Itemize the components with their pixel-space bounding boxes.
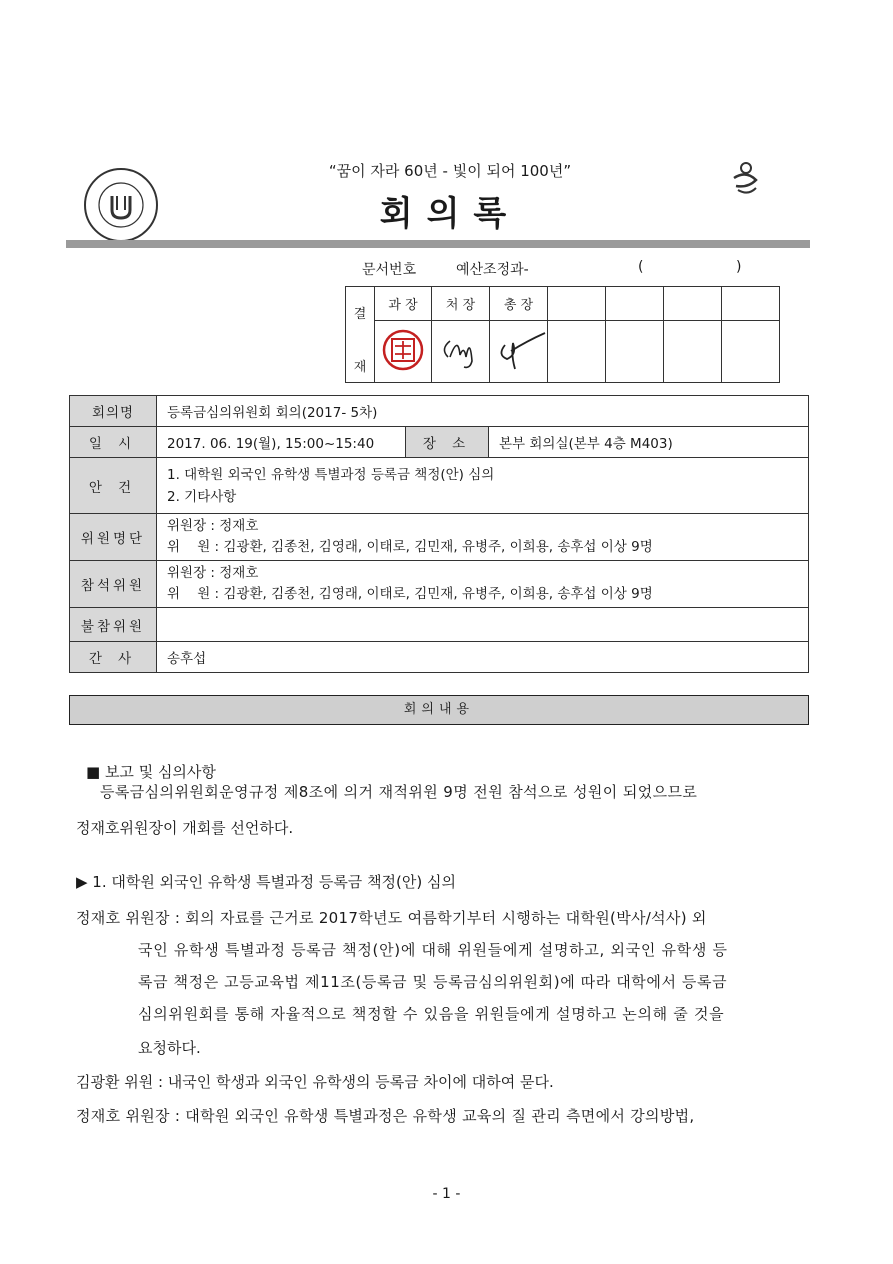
approval-side-bottom: 재: [353, 360, 367, 375]
approval-stamp-0: [375, 321, 432, 383]
doc-number-label: 문서번호: [362, 262, 417, 278]
agenda-item-title: ▶ 1. 대학원 외국인 유학생 특별과정 등록금 책정(안) 심의: [76, 873, 456, 891]
datetime-value: 2017. 06. 19(월), 15:00~15:40: [157, 427, 406, 458]
approval-role-0: 과 장: [375, 287, 432, 321]
agenda-label: 안 건: [70, 458, 157, 514]
signature-icon: [491, 325, 547, 375]
agenda-item: 2. 기타사항: [167, 488, 237, 505]
slogan: “꿈이 자라 60년 - 빛이 되어 100년”: [328, 162, 572, 180]
absent-value: [157, 608, 809, 642]
doc-number-paren-close: ): [736, 259, 742, 275]
body-line: 정재호 위원장 : 대학원 외국인 유학생 특별과정은 유학생 교육의 질 관리 측면에서 강의방법,: [76, 1107, 695, 1125]
meeting-name-value: 등록금심의위원회 회의(2017- 5차): [157, 396, 809, 427]
page-title: 회의록: [379, 194, 521, 234]
approval-role-5: [664, 287, 722, 321]
attendees-list: 위 원 : 김광환, 김종천, 김영래, 이태로, 김민재, 유병주, 이희용, 송후섭 이상 9명: [167, 586, 653, 602]
body-line: 정재호위원장이 개회를 선언하다.: [76, 819, 294, 837]
body-line: 요청하다.: [138, 1039, 201, 1057]
members-list: 위 원 : 김광환, 김종천, 김영래, 이태로, 김민재, 유병주, 이희용, 송후섭 이상 9명: [167, 539, 653, 555]
approval-signature-1: [432, 321, 490, 383]
body-line: 등록금심의위원회운영규정 제8조에 의거 재적위원 9명 전원 참석으로 성원이 되었으므로: [100, 783, 698, 801]
meeting-name-label: 회의명: [70, 396, 157, 427]
approval-role-4: [606, 287, 664, 321]
place-value: 본부 회의실(본부 4층 M403): [489, 427, 809, 458]
doc-number-value: 예산조정과-: [456, 262, 529, 278]
approval-blank-4: [606, 321, 664, 383]
body-line: 록금 책정은 고등교육법 제11조(등록금 및 등록금심의위원회)에 따라 대학에서 등록금: [138, 973, 728, 991]
attendees-chair: 위원장 : 정재호: [167, 565, 259, 581]
agenda-item: 1. 대학원 외국인 유학생 특별과정 등록금 책정(안) 심의: [167, 466, 495, 483]
agenda-value: [157, 458, 809, 514]
approval-side-label: [346, 287, 375, 383]
section-title: ■ 보고 및 심의사항: [86, 763, 216, 781]
members-chair: 위원장 : 정재호: [167, 518, 259, 534]
meeting-info-table: [69, 395, 809, 673]
body-line: 김광환 위원 : 내국인 학생과 외국인 유학생의 등록금 차이에 대하여 묻다.: [76, 1073, 554, 1091]
approval-signature-2: [490, 321, 548, 383]
campaign-logo: [690, 160, 800, 232]
approval-blank-5: [664, 321, 722, 383]
page-number: - 1 -: [432, 1186, 461, 1202]
attendees-label: 참석위원: [70, 561, 157, 608]
university-seal: [84, 168, 158, 242]
doc-number-paren-open: (: [638, 259, 644, 275]
members-label: 위원명단: [70, 514, 157, 561]
approval-role-3: [548, 287, 606, 321]
header-divider: [66, 240, 810, 248]
datetime-label: 일 시: [70, 427, 157, 458]
attendees-value: [157, 561, 809, 608]
signature-icon: [436, 327, 486, 373]
red-stamp-icon: [381, 328, 425, 372]
absent-label: 불참위원: [70, 608, 157, 642]
body-line: 정재호 위원장 : 회의 자료를 근거로 2017학년도 여름학기부터 시행하는 대학원(박사/석사) 외: [76, 909, 707, 927]
approval-role-2: 총 장: [490, 287, 548, 321]
body-line: 심의위원회를 통해 자율적으로 책정할 수 있음을 위원들에게 설명하고 논의해 줄 것을: [138, 1005, 725, 1023]
approval-table: [345, 286, 780, 383]
approval-blank-3: [548, 321, 606, 383]
approval-side-top: 결: [353, 307, 367, 322]
body-line: 국인 유학생 특별과정 등록금 책정(안)에 대해 위원들에게 설명하고, 외국인 유학생 등: [138, 941, 728, 959]
members-value: [157, 514, 809, 561]
content-section-header: 회의내용: [69, 695, 809, 725]
secretary-label: 간 사: [70, 642, 157, 673]
secretary-value: 송후섭: [157, 642, 809, 673]
approval-role-6: [722, 287, 780, 321]
approval-blank-6: [722, 321, 780, 383]
approval-role-1: 처 장: [432, 287, 490, 321]
place-label: 장 소: [406, 427, 489, 458]
